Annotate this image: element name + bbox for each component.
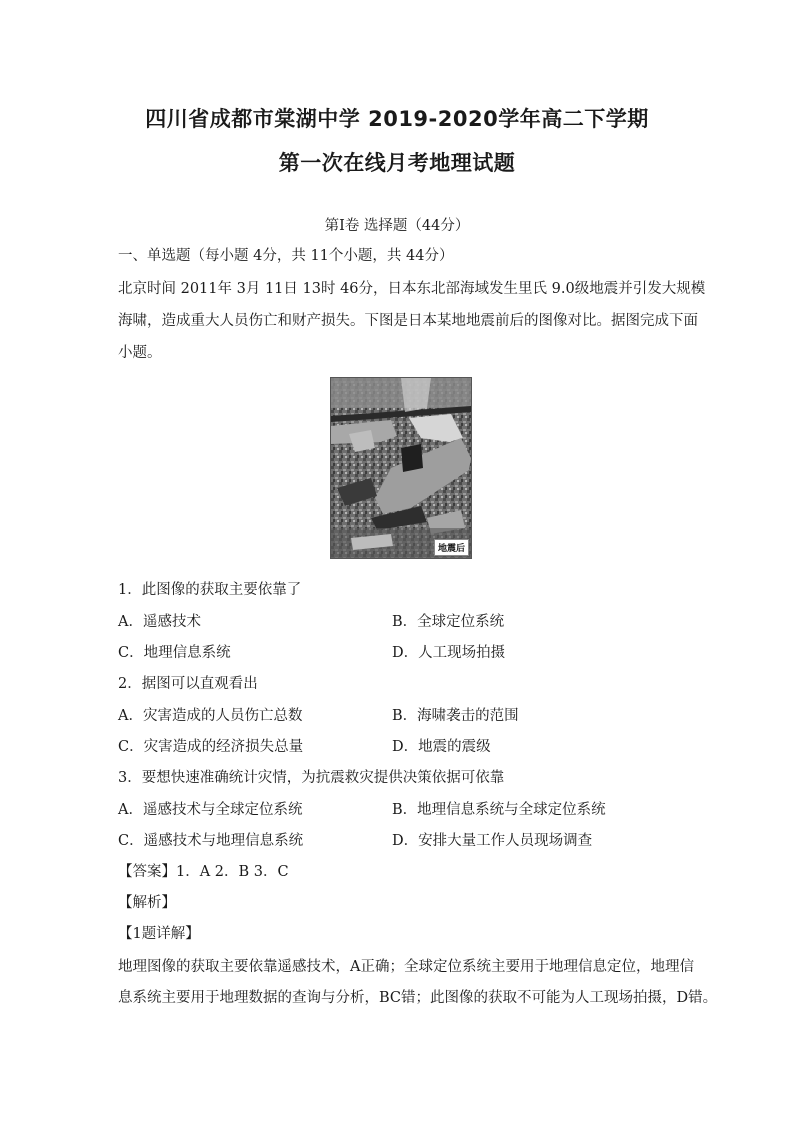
analysis-heading: 【解析】 bbox=[118, 895, 176, 911]
detail-line-2: 息系统主要用于地理数据的查询与分析，BC错；此图像的获取不可能为人工现场拍摄，D错。 bbox=[118, 990, 718, 1006]
question-3-option-d: D．安排大量工作人员现场调查 bbox=[392, 833, 593, 849]
question-2-option-b: B．海啸袭击的范围 bbox=[392, 708, 519, 724]
satellite-image bbox=[331, 378, 471, 558]
question-1-option-b: B．全球定位系统 bbox=[392, 614, 505, 630]
passage-line-1: 北京时间 2011年 3月 11日 13时 46分，日本东北部海域发生里氏 9.0级地震并引发大规模 bbox=[118, 281, 706, 297]
section-title: 第Ⅰ卷 选择题（44分） bbox=[324, 218, 470, 234]
question-1-option-c: C．地理信息系统 bbox=[118, 645, 231, 661]
question-3-option-c: C．遥感技术与地理信息系统 bbox=[118, 833, 304, 849]
passage-line-2: 海啸，造成重大人员伤亡和财产损失。下图是日本某地地震前后的图像对比。据图完成下面 bbox=[118, 313, 698, 329]
figure-label: 地震后 bbox=[434, 539, 469, 556]
instructions: 一、单选题（每小题 4分，共 11个小题，共 44分） bbox=[118, 248, 454, 264]
detail-line-1: 地理图像的获取主要依靠遥感技术，A正确；全球定位系统主要用于地理信息定位，地理信 bbox=[118, 959, 694, 975]
detail-heading: 【1题详解】 bbox=[118, 926, 200, 942]
document-title-line-2: 第一次在线月考地理试题 bbox=[278, 151, 516, 175]
answer-key: 【答案】1．A 2．B 3．C bbox=[118, 864, 289, 880]
question-1-option-a: A．遥感技术 bbox=[118, 614, 201, 630]
question-1-stem: 1．此图像的获取主要依靠了 bbox=[118, 582, 302, 598]
question-3-stem: 3．要想快速准确统计灾情，为抗震救灾提供决策依据可依靠 bbox=[118, 770, 505, 786]
question-1-option-d: D．人工现场拍摄 bbox=[392, 645, 506, 661]
question-3-option-b: B．地理信息系统与全球定位系统 bbox=[392, 802, 606, 818]
passage-line-3: 小题。 bbox=[118, 345, 162, 361]
question-2-option-d: D．地震的震级 bbox=[392, 739, 491, 755]
satellite-image-figure bbox=[330, 377, 472, 559]
question-3-option-a: A．遥感技术与全球定位系统 bbox=[118, 802, 303, 818]
question-2-option-a: A．灾害造成的人员伤亡总数 bbox=[118, 708, 303, 724]
question-2-stem: 2．据图可以直观看出 bbox=[118, 676, 258, 692]
question-2-option-c: C．灾害造成的经济损失总量 bbox=[118, 739, 304, 755]
document-title-line-1: 四川省成都市棠湖中学 2019-2020学年高二下学期 bbox=[145, 107, 649, 131]
